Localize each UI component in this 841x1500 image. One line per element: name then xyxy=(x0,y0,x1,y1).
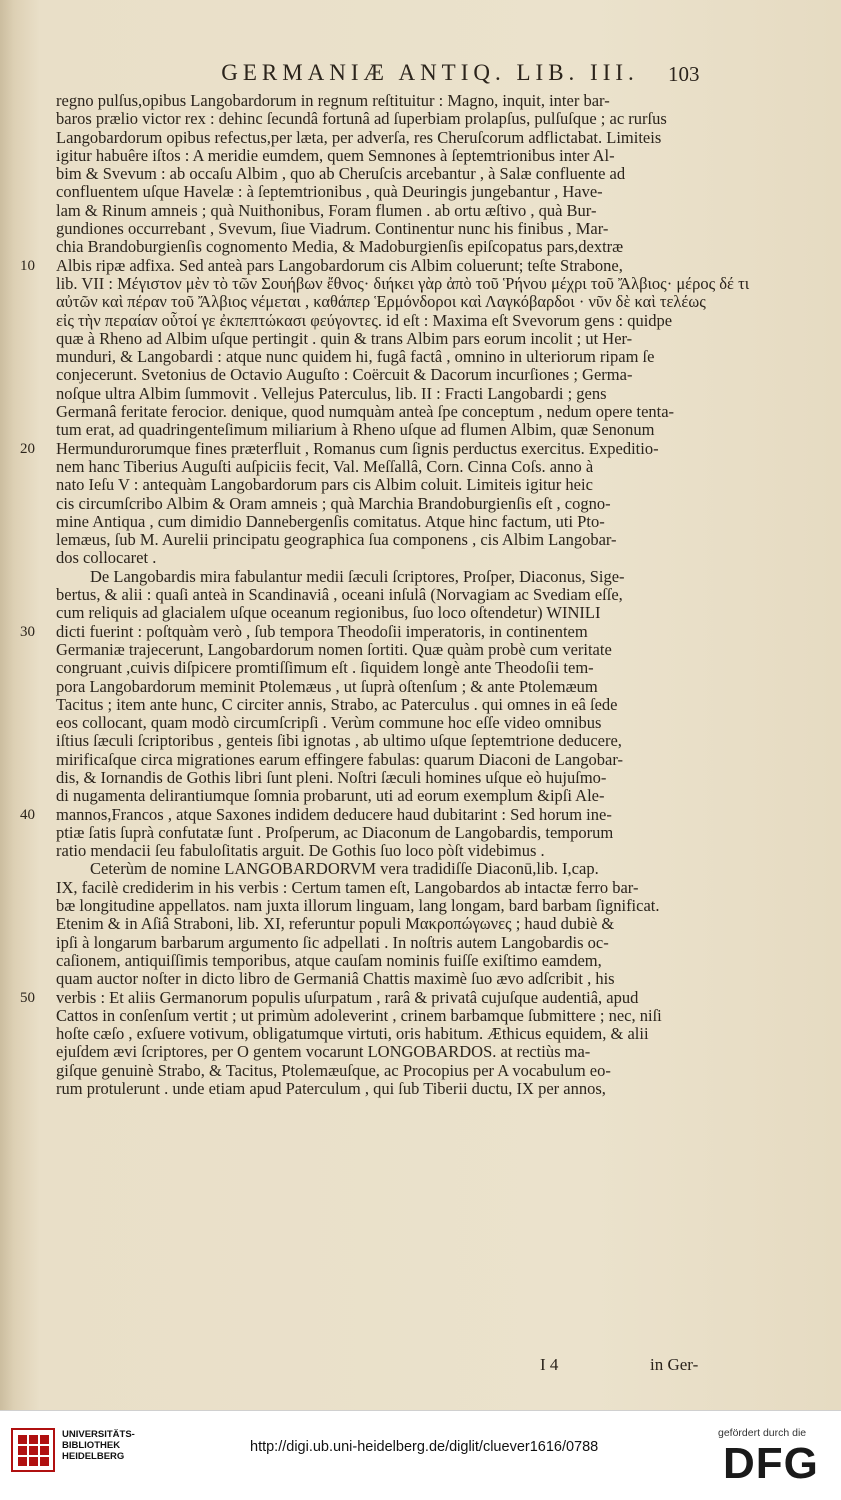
line-text: bertus, & alii : quaſi anteà in Scandinaviâ , oceani inſulâ (Norvagiam ac Svediam eſſe, xyxy=(56,585,623,605)
line-text: quam auctor noſter in dicto libro de Germaniâ Chattis maximè ſuo ævo adſcribit , his xyxy=(56,969,615,989)
line-text: ejuſdem ævi ſcriptores, per O gentem vocarunt LONGOBARDOS. at rectiùs ma- xyxy=(56,1042,591,1062)
text-line xyxy=(0,312,841,330)
line-number: 20 xyxy=(20,440,35,457)
text-line xyxy=(0,238,841,256)
text-line xyxy=(0,220,841,238)
line-text: nem hanc Tiberius Auguſti auſpiciis fecit, Val. Meſſallâ, Corn. Cinna Coſs. anno à xyxy=(56,456,594,476)
line-text: eos collocant, quam modò circumſcripſi . Verùm commune hoc eſſe video omnibus xyxy=(56,713,602,733)
line-text: cum reliquis ad glacialem uſque oceanum regionibus, ſuo loco oſtendetur) WINILI xyxy=(56,603,601,623)
line-text: iſtius ſæculi ſcriptoribus , genteis ſibi ignotas , ab ultimo uſque ſeptemtrione deducere, xyxy=(56,731,622,751)
line-text: hoſte cæſo , exſuere votivum, obligatumque virtuti, oris habitum. Æthicus equidem, & alii xyxy=(56,1024,649,1044)
text-line xyxy=(0,458,841,476)
text-line xyxy=(0,421,841,439)
text-line xyxy=(0,476,841,494)
line-text: di nugamenta delirantiumque ſomnia probarunt, uti ad eorum exemplum &ipſi Ale- xyxy=(56,786,605,806)
line-text: mannos,Francos , atque Saxones indidem deducere haud dubitarint : Sed horum ine- xyxy=(56,804,612,824)
library-logo-icon xyxy=(10,1427,56,1473)
text-line xyxy=(0,879,841,897)
text-line xyxy=(0,568,841,586)
text-line xyxy=(0,934,841,952)
text-line xyxy=(0,165,841,183)
signature-mark: I 4 xyxy=(540,1355,559,1374)
line-text: ratio mendacii ſeu fabuloſitatis arguit. De Gothis ſuo loco pòſt videbimus . xyxy=(56,841,545,861)
catchword: in Ger- xyxy=(650,1355,699,1374)
line-text: regno pulſus,opibus Langobardorum in regnum reſtituitur : Magno, inquit, inter bar- xyxy=(56,91,610,110)
line-text: nato Ieſu V : antequàm Langobardorum pars cis Albim coluit. Limiteis igitur heic xyxy=(56,475,593,495)
line-text: ipſi à longarum barbarum argumento ſic adpellati . In noſtris autem Langobardis oc- xyxy=(56,932,609,952)
text-line xyxy=(0,659,841,677)
funded-by-label: gefördert durch die xyxy=(718,1427,807,1439)
text-line xyxy=(0,586,841,604)
line-text: munduri, & Langobardi : atque nunc quidem hi, fugâ factâ , omnino in ulteriorum ripam ſe xyxy=(56,347,655,367)
line-text: chia Brandoburgienſis cognomento Media, & Madoburgienſis epiſcopatus pars,dextræ xyxy=(56,237,624,257)
text-line xyxy=(0,202,841,220)
text-line xyxy=(0,531,841,549)
line-number: 10 xyxy=(20,257,35,274)
text-line xyxy=(0,549,841,567)
text-line xyxy=(0,1043,841,1061)
line-text: cis circumſcribo Albim & Oram amneis ; quà Marchia Brandoburgienſis eſt , cogno- xyxy=(56,493,611,513)
permalink-url[interactable]: http://digi.ub.uni-heidelberg.de/diglit/cluever1616/0788 xyxy=(250,1439,599,1455)
text-line xyxy=(0,92,841,110)
line-text: Tacitus ; item ante hunc, C circiter annis, Strabo, ac Paterculus . qui omnes in eâ ſede xyxy=(56,694,618,714)
text-line xyxy=(0,495,841,513)
line-text: Germanâ feritate ferocior. denique, quod numquàm anteà ſpe conceptum , nedum opere tenta- xyxy=(56,402,675,422)
library-name-line: HEIDELBERG xyxy=(62,1451,125,1462)
line-text: noſque ultra Albim ſummovit . Vellejus Paterculus, lib. II : Fracti Langobardi ; gens xyxy=(56,383,607,403)
line-text: tum erat, ad quadringenteſimum miliarium à Rheno uſque ad flumen Albim, quæ Senonum xyxy=(56,420,655,440)
line-text: congruant ,cuivis diſpicere promtiſſimum eſt . ſiquidem longè ante Theodoſii tem- xyxy=(56,658,594,678)
page-number: 103 xyxy=(668,62,700,86)
text-line xyxy=(0,183,841,201)
text-line xyxy=(0,678,841,696)
line-text: Hermundurorumque fines præterfluit , Romanus cum ſignis perductus exercitus. Expeditio- xyxy=(56,438,659,458)
line-text: dos collocaret . xyxy=(56,548,157,568)
text-line xyxy=(0,1025,841,1043)
line-text: Etenim & in Aſiâ Straboni, lib. XI, referuntur populi Μακροπώγωνες ; haud dubiè & xyxy=(56,914,615,934)
text-line xyxy=(0,348,841,366)
line-text: confluentem uſque Havelæ : à ſeptemtrionibus , quà Deuringis jungebantur , Have- xyxy=(56,182,603,202)
text-line xyxy=(0,1080,841,1098)
text-line xyxy=(0,989,841,1007)
line-text: Ceterùm de nomine LANGOBARDORVM vera tradidiſſe Diaconū,lib. I,cap. xyxy=(90,859,599,879)
line-text: lib. VII : Μέγιστον μὲν τὸ τῶν Σουήβων ἔθνος· διήκει γὰρ ἀπὸ τοῦ Ῥήνου μέχρι τοῦ Ἄλβιος· μέρος δέ τι xyxy=(56,273,750,293)
line-text: dis, & Iornandis de Gothis libri ſunt pleni. Noſtri ſæculi homines uſque eò hujuſmo- xyxy=(56,767,607,787)
text-line xyxy=(0,275,841,293)
text-line xyxy=(0,769,841,787)
text-line xyxy=(0,806,841,824)
line-text: IX, facilè crediderim in his verbis : Certum tamen eſt, Langobardos ab intactæ ferro bar- xyxy=(56,877,639,897)
text-line xyxy=(0,824,841,842)
text-line xyxy=(0,952,841,970)
text-line xyxy=(0,1007,841,1025)
text-line xyxy=(0,330,841,348)
text-line xyxy=(0,897,841,915)
running-title: GERMANIÆ ANTIQ. LIB. III. xyxy=(221,60,639,85)
text-line xyxy=(0,513,841,531)
library-name xyxy=(62,1429,135,1462)
text-line xyxy=(0,293,841,311)
dfg-logo: DFG xyxy=(723,1439,819,1488)
body-text xyxy=(0,92,841,1098)
text-line xyxy=(0,751,841,769)
line-number: 50 xyxy=(20,989,35,1006)
line-text: conjecerunt. Svetonius de Octavio Auguſto : Coërcuit & Dacorum incurſiones ; Germa- xyxy=(56,365,633,385)
line-text: lam & Rinum amneis ; quà Nuithonibus, Foram flumen . ab ortu æſtivo , quà Bur- xyxy=(56,200,597,220)
line-text: αὐτῶν καὶ πέραν τοῦ Ἄλβιος νέμεται , καθάπερ Ἑρμόνδοροι καὶ Λαγκόβαρδοι · νῦν δὲ καὶ τελέως xyxy=(56,292,706,312)
line-text: rum protulerunt . unde etiam apud Paterculum , qui ſub Tiberii ductu, IX per annos, xyxy=(56,1079,606,1099)
text-line xyxy=(0,696,841,714)
library-name-line: BIBLIOTHEK xyxy=(62,1440,121,1451)
text-line xyxy=(0,915,841,933)
text-line xyxy=(0,604,841,622)
digitization-footer xyxy=(0,1410,841,1500)
text-line xyxy=(0,257,841,275)
text-line xyxy=(0,110,841,128)
line-text: mirificaſque circa migrationes earum effingere fabulas: quarum Diaconi de Langobar- xyxy=(56,749,623,769)
line-text: εἰς τὴν περαίαν οὗτοί γε ἐκπεπτώκασι φεύγοντες. id eſt : Maxima eſt Svevorum gens : quidpe xyxy=(56,310,673,330)
line-text: ptiæ ſatis ſuprà confutatæ ſunt . Proſperum, ac Diaconum de Langobardis, temporum xyxy=(56,822,614,842)
text-line xyxy=(0,440,841,458)
text-line xyxy=(0,787,841,805)
text-line xyxy=(0,623,841,641)
text-line xyxy=(0,385,841,403)
line-text: De Langobardis mira fabulantur medii ſæculi ſcriptores, Proſper, Diaconus, Sige- xyxy=(90,566,625,586)
line-text: igitur habuêre iſtos : A meridie eumdem, quem Semnones à ſeptemtrionibus inter Al- xyxy=(56,145,615,165)
line-text: mine Antiqua , cum dimidio Dannebergenſis comitatus. Atque hinc factum, uti Pto- xyxy=(56,511,605,531)
line-text: Germaniæ trajecerunt, Langobardorum nomen ſortiti. Quæ quàm probè cum veritate xyxy=(56,639,612,659)
line-text: giſque genuinè Strabo, & Tacitus, Ptolemæuſque, ac Procopius per A vocabulum eo- xyxy=(56,1060,611,1080)
line-text: pora Langobardorum meminit Ptolemæus , ut ſuprà oſtenſum ; & ante Ptolemæum xyxy=(56,676,598,696)
text-line xyxy=(0,147,841,165)
text-line xyxy=(0,641,841,659)
line-text: baros prælio victor rex : dehinc ſecundâ fortunâ ad ſuperbiam prolapſus, pulſuſque ; ac rurſus xyxy=(56,109,667,129)
line-number: 30 xyxy=(20,623,35,640)
text-line xyxy=(0,714,841,732)
text-line xyxy=(0,732,841,750)
text-line xyxy=(0,1062,841,1080)
line-text: quæ à Rheno ad Albim uſque pertingit . quin & trans Albim pars eorum incolit ; ut Her- xyxy=(56,328,633,348)
line-text: dicti fuerint : poſtquàm verò , ſub tempora Theodoſii imperatoris, in continentem xyxy=(56,621,588,641)
line-text: verbis : Et aliis Germanorum populis uſurpatum , rarâ & privatâ cujuſque audentiâ, apud xyxy=(56,987,639,1007)
line-text: bim & Svevum : ab occaſu Albim , quo ab Cheruſcis arcebantur , à Salæ confluente ad xyxy=(56,164,626,184)
line-text: Albis ripæ adfixa. Sed anteà pars Langobardorum cis Albim coluerunt; teſte Strabone, xyxy=(56,255,623,275)
text-line xyxy=(0,842,841,860)
text-line xyxy=(0,366,841,384)
line-text: gundiones occurrebant , Svevum, ſiue Viadrum. Continentur nunc his finibus , Mar- xyxy=(56,219,609,239)
line-text: lemæus, ſub M. Aurelii principatu geographica ſua componens , cis Albim Langobar- xyxy=(56,530,617,550)
text-line xyxy=(0,403,841,421)
library-name-line: UNIVERSITÄTS- xyxy=(62,1429,135,1440)
line-text: Langobardorum opibus refectus,per læta, per adverſa, res Cheruſcorum adflictabat. Limiteis xyxy=(56,127,662,147)
text-line xyxy=(0,860,841,878)
text-line xyxy=(0,970,841,988)
line-number: 40 xyxy=(20,806,35,823)
line-text: bæ longitudine appellatos. nam juxta illorum linguam, lang longam, bard barbam ſignificat. xyxy=(56,896,660,916)
text-line xyxy=(0,129,841,147)
line-text: Cattos in conſenſum vertit ; ut primùm adoleverint , crinem barbamque ſubmittere ; nec, niſi xyxy=(56,1005,662,1025)
line-text: caſionem, antiquiſſimis temporibus, atque cauſam nominis fuiſſe exiſtimo eamdem, xyxy=(56,950,602,970)
